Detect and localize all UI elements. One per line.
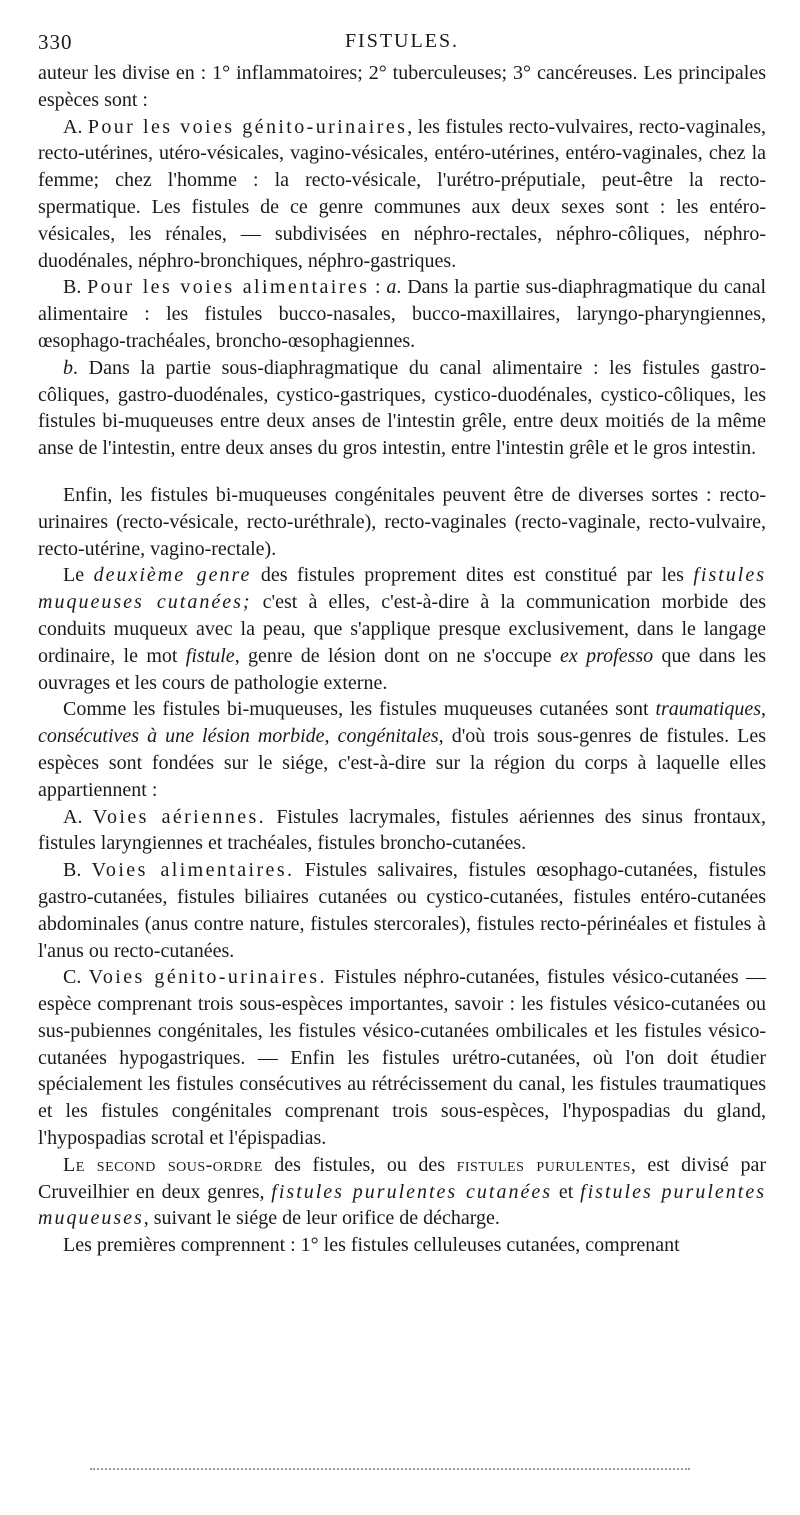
text-run: que dans les ouvrages et les cours de pathologie externe. — [38, 644, 767, 694]
page-number: 330 — [38, 30, 73, 54]
paragraph — [38, 1232, 766, 1259]
paragraph — [38, 562, 766, 696]
text-run-sp: Voies aériennes. — [92, 805, 267, 828]
text-run-it: congénitales — [337, 725, 439, 748]
body-text — [38, 60, 766, 1259]
paragraph — [38, 482, 766, 562]
text-run-it: b — [63, 356, 73, 379]
text-run-sp: Voies génito-urinaires. — [88, 966, 327, 989]
text-run: B. — [63, 859, 92, 882]
text-run: c'est à elles, c'est-à-dire à la communication morbide des conduits muqueux avec la peau, que s'applique presque exclusivement, dans le langage ordinaire, le mot — [38, 591, 766, 667]
paragraph — [38, 804, 766, 858]
text-run-it: consécutives à une lésion morbide — [38, 725, 325, 748]
text-run: des fistules proprement dites est constitué par les — [251, 564, 694, 587]
text-run: , genre de lésion dont on ne s'occupe — [234, 644, 561, 667]
paragraph — [38, 114, 766, 275]
text-run: B. — [63, 276, 88, 299]
text-run: Fistules néphro-cutanées, fistules vésico-cutanées — espèce comprenant trois sous-espèces importantes, savoir : les fistules vésico-cutanées ou sus-pubiennes congénitales, les fistules vésico-cutanées ombilicales et les fistules vésico-cutanées hypogastriques. — Enfin les fistules urétro-cutanées, où l'on doit étudier spécialement les fistules consécutives au rétrécissement du canal, les fistules traumatiques et les fistules congénitales comprenant trois sous-espèces, l'hypospadias du gland, l'hypospadias scrotal et l'épispadias. — [38, 966, 766, 1150]
paragraph — [38, 60, 766, 114]
text-run: . Dans la partie sus-diaphragmatique du canal alimentaire : les fistules bucco-nasales, bucco-maxillaires, laryngo-pharyngiennes, œsophago-trachéales, broncho-œsophagiennes. — [38, 276, 767, 352]
text-run: , — [324, 725, 338, 748]
text-run: C. — [63, 966, 89, 989]
text-run-spi: fistules purulentes muqueuses — [38, 1180, 766, 1230]
text-run-it: a — [386, 276, 397, 299]
text-run: Comme les fistules bi-muqueuses, les fistules muqueuses cutanées sont — [63, 698, 656, 721]
paragraph — [38, 355, 766, 462]
text-run: Fistules lacrymales, fistules aériennes des sinus frontaux, fistules laryngiennes et trachéales, fistules broncho-cutanées. — [38, 805, 766, 855]
text-run-sp: Voies alimentaires. — [91, 859, 295, 882]
running-title: FISTULES. — [344, 30, 460, 52]
text-run-it: ex professo — [560, 644, 654, 667]
text-run: , suivant le siége de leur orifice de décharge. — [143, 1207, 500, 1230]
text-run-spi: deuxième genre — [93, 564, 252, 587]
text-run-it: fistule — [185, 644, 235, 667]
text-run: A. — [63, 805, 93, 828]
text-run-spi: fistules muqueuses cutanées; — [38, 564, 767, 614]
text-run-sp: Pour les voies alimentaires — [87, 276, 370, 299]
text-run-sc: fistules purulentes — [456, 1153, 631, 1176]
text-run-it: traumatiques — [655, 698, 761, 721]
text-run: auteur les divise en : 1° inflammatoires; 2° tuberculeuses; 3° cancéreuses. Les principales espèces sont : — [38, 62, 766, 111]
text-run-sc: Le second sous-ordre — [63, 1153, 263, 1176]
text-run: Le — [63, 564, 94, 587]
text-run: des fistules, ou des — [262, 1153, 457, 1176]
page-header — [38, 30, 766, 58]
paragraph — [38, 274, 766, 354]
text-run: , les fistules recto-vulvaires, recto-vaginales, recto-utérines, utéro-vésicales, vagino-vésicales, entéro-utérines, entéro-vaginales, chez la femme; chez l'homme : la recto-vésicale, l'urétro-préputiale, peut-être la recto-spermatique. Les fistules de ce genre communes aux deux sexes sont : les entéro-vésicales, les rénales, — subdivisées en néphro-rectales, néphro-côliques, néphro-duodénales, néphro-bronchiques, néphro-gastriques. — [38, 115, 766, 272]
text-run-sp: Pour les voies génito-urinaires — [87, 115, 408, 138]
bleed-through-line — [90, 1468, 690, 1472]
text-run: : — [369, 276, 387, 299]
paragraph — [38, 857, 766, 964]
text-run: , est divisé par Cruveilhier en deux genres, — [38, 1153, 767, 1203]
text-run: Enfin, les fistules bi-muqueuses congénitales peuvent être de diverses sortes : recto-urinaires (recto-vésicale, recto-uréthrale), recto-vaginales (recto-vaginale, recto-vulvaire, recto-utérine, vagino-rectale). — [38, 483, 766, 560]
text-run: , d'où trois sous-genres de fistules. Les espèces sont fondées sur le siége, c'est-à-dire sur la région du corps à laquelle elles appartiennent : — [38, 725, 767, 801]
paragraph — [38, 964, 766, 1152]
text-run: A. — [63, 115, 88, 138]
text-run: Fistules salivaires, fistules œsophago-cutanées, fistules gastro-cutanées, fistules biliaires cutanées ou cystico-cutanées, fistules entéro-cutanées abdominales (anus contre nature, fistules stercorales), fistules recto-périnéales et fistules à l'anus ou recto-cutanées. — [38, 859, 766, 962]
text-run: , — [761, 698, 766, 721]
paragraph — [38, 1152, 766, 1232]
text-run-spi: fistules purulentes cutanées — [271, 1180, 552, 1203]
text-run: . Dans la partie sous-diaphragmatique du canal alimentaire : les fistules gastro-côliques, gastro-duodénales, cystico-gastriques, cystico-duodénales, cystico-côliques, les fistules bi-muqueuses entre deux anses de l'intestin grêle, entre deux moitiés de la même anse de l'intestin, entre deux anses du gros intestin, entre l'intestin grêle et le gros intestin. — [38, 356, 766, 460]
text-run: et — [552, 1180, 581, 1203]
text-run: Les premières comprennent : 1° les fistules celluleuses cutanées, comprenant — [63, 1234, 680, 1257]
paragraph — [38, 696, 766, 803]
